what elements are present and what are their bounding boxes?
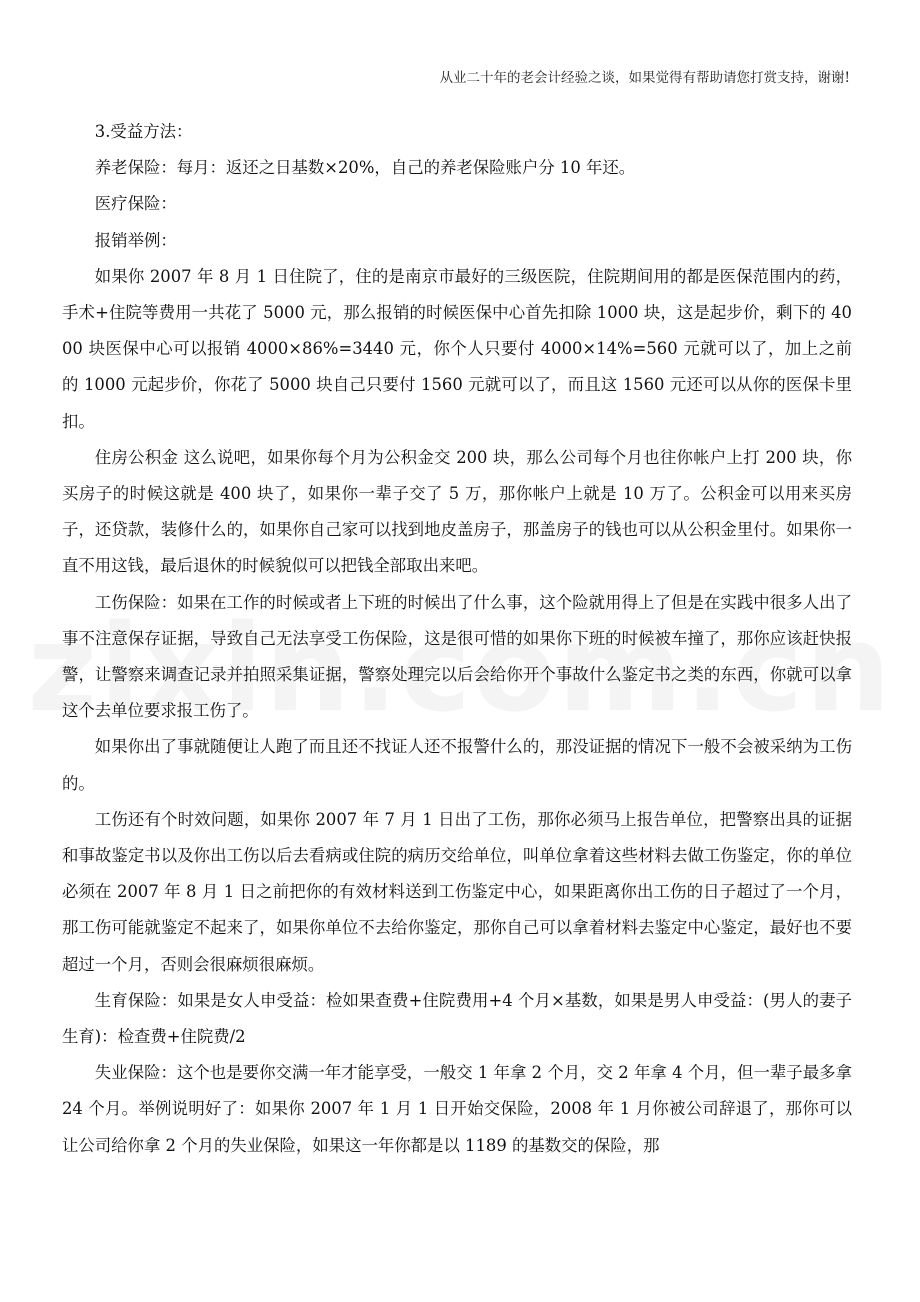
paragraph-housing-fund: 住房公积金 这么说吧，如果你每个月为公积金交 200 块，那么公司每个月也往你帐户上打 200 块，你买房子的时候这就是 400 块了，如果你一辈子交了 5 万，那你帐户上就是 10 万了。公积金可以用来买房子，还贷款，装修什么的，如果你自己家可以找到地皮盖房子，那盖房子的钱也可以从公积金里付。如果你一直不用这钱，最后退休的时候貌似可以把钱全部取出来吧。: [62, 447, 852, 576]
paragraph-benefit-method: 3.受益方法：: [94, 122, 193, 141]
paragraph-time-limit: 工伤还有个时效问题，如果你 2007 年 7 月 1 日出了工伤，那你必须马上报告单位，把警察出具的证据和事故鉴定书以及你出工伤以后去看病或住院的病历交给单位，叫单位拿着这些材料去做工伤鉴定，你的单位必须在 2007 年 8 月 1 日之前把你的有效材料送到工伤鉴定中心，如果距离你出工伤的日子超过了一个月，那工伤可能就鉴定不起来了，如果你单位不去给你鉴定，那你自己可以拿着材料去鉴定中心鉴定，最好也不要超过一个月，否则会很麻烦很麻烦。: [62, 809, 852, 974]
paragraph-medical-insurance: 医疗保险：: [94, 194, 177, 214]
paragraph-unemployment-insurance: 失业保险：这个也是要你交满一年才能享受，一般交 1 年拿 2 个月，交 2 年拿 4 个月，但一辈子最多拿 24 个月。举例说明好了：如果你 2007 年 1 月 1 日开始交保险，2008 年 1 月你被公司辞退了，那你可以让公司给你拿 2 个月的失业保险，如果这一年你都是以 1189 的基数交的保险，那: [62, 1063, 852, 1155]
paragraph-work-injury: 工伤保险：如果在工作的时候或者上下班的时候出了什么事，这个险就用得上了但是在实践中很多人出了事不注意保存证据，导致自己无法享受工伤保险，这是很可惜的如果你下班的时候被车撞了，那你应该赶快报警，让警察来调查记录并拍照采集证据，警察处理完以后会给你开个事故什么鉴定书之类的东西，你就可以拿这个去单位要求报工伤了。: [62, 592, 852, 721]
document-body: [62, 114, 852, 1164]
header-note: 从业二十年的老会计经验之谈，如果觉得有帮助请您打赏支持，谢谢!: [439, 70, 850, 86]
paragraph-no-evidence: 如果你出了事就随便让人跑了而且还不找证人还不报警什么的，那没证据的情况下一般不会被采纳为工伤的。: [62, 737, 852, 793]
paragraph-pension-insurance: 养老保险：每月：返还之日基数×20%，自己的养老保险账户分 10 年还。: [94, 158, 636, 178]
paragraph-reimbursement-example: 如果你 2007 年 8 月 1 日住院了，住的是南京市最好的三级医院，住院期间用的都是医保范围内的药，手术+住院等费用一共花了 5000 元，那么报销的时候医保中心首先扣除 1000 块，这是起步价，剩下的 4000 块医保中心可以报销 4000×86%=3440 元，你个人只要付 4000×14%=560 元就可以了，加上之前的 1000 元起步价，你花了 5000 块自己只要付 1560 元就可以了，而且这 1560 元还可以从你的医保卡里扣。: [62, 266, 852, 431]
paragraph-reimbursement-example-heading: 报销举例：: [94, 230, 177, 250]
paragraph-maternity-insurance: 生育保险：如果是女人申受益：检如果查费+住院费用+4 个月×基数，如果是男人申受益：(男人的妻子生育)：检查费+住院费/2: [62, 990, 852, 1047]
